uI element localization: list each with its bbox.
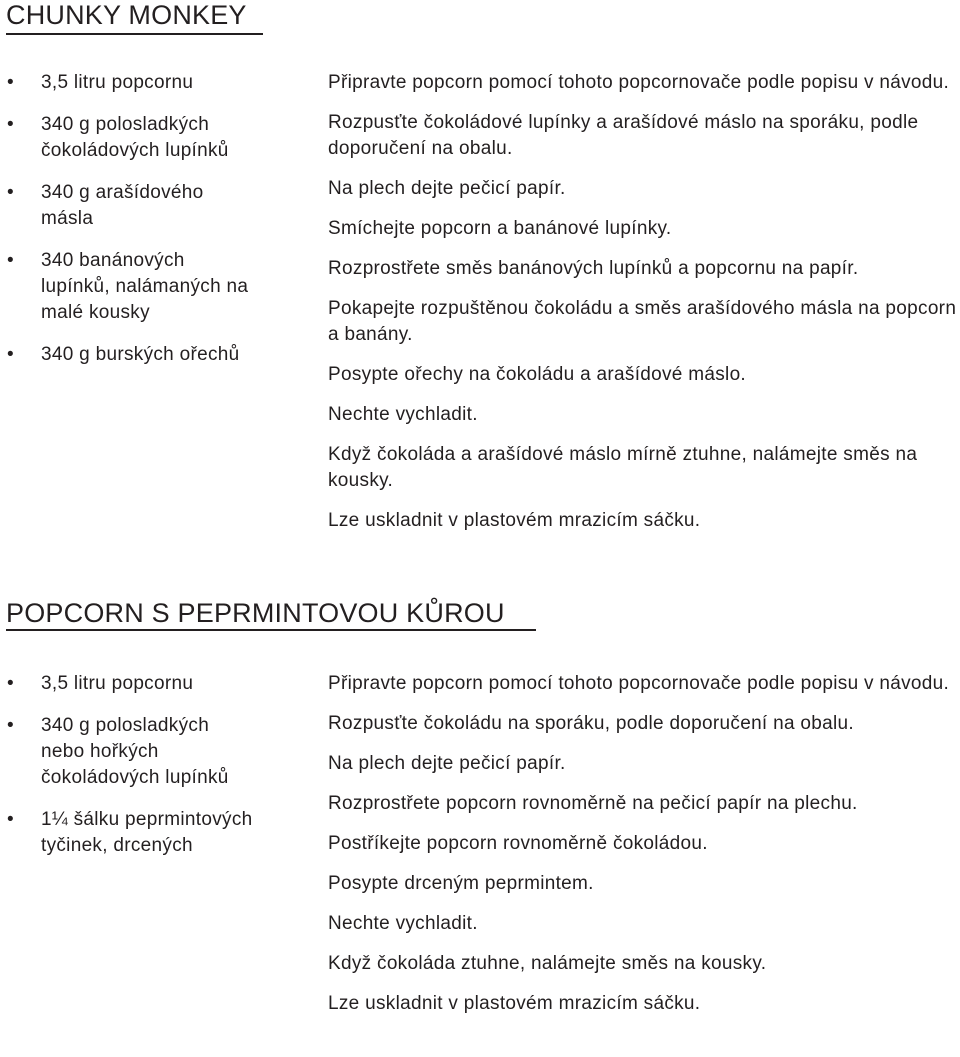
- step-item: Když čokoláda ztuhne, nalámejte směs na kousky.: [328, 953, 767, 974]
- bullet-icon: •: [7, 673, 14, 694]
- ingredient-item: [0, 713, 253, 791]
- ingredient-text: 340 banánových lupínků, nalámaných na malé kousky: [41, 250, 249, 323]
- step-item: Když čokoláda a arašídové máslo mírně ztuhne, nalámejte směs na kousky.: [328, 444, 918, 491]
- bullet-icon: •: [7, 715, 14, 736]
- recipe-title: POPCORN S PEPRMINTOVOU KŮROU: [6, 598, 505, 628]
- bullet-icon: •: [7, 182, 14, 203]
- step-item: Posypte drceným peprmintem.: [328, 873, 594, 894]
- recipe-title: CHUNKY MONKEY: [6, 0, 247, 30]
- step-item: Lze uskladnit v plastovém mrazicím sáčku.: [328, 993, 701, 1014]
- bullet-icon: •: [7, 114, 14, 135]
- step-item: Pokapejte rozpuštěnou čokoládu a směs arašídového másla na popcorn a banány.: [328, 298, 957, 345]
- bullet-icon: •: [7, 250, 14, 271]
- steps-list: [328, 70, 960, 548]
- step-item: Na plech dejte pečicí papír.: [328, 178, 566, 199]
- step-item: Rozpusťte čokoládu na sporáku, podle doporučení na obalu.: [328, 713, 854, 734]
- bullet-icon: •: [7, 809, 14, 830]
- step-item: Nechte vychladit.: [328, 913, 478, 934]
- ingredient-item: [0, 807, 253, 859]
- ingredient-text: 1¼ šálku peprmintových tyčinek, drcených: [41, 809, 253, 856]
- ingredient-text: 340 g polosladkých nebo hořkých čokoládových lupínků: [41, 715, 229, 788]
- step-item: Posypte ořechy na čokoládu a arašídové máslo.: [328, 364, 747, 385]
- ingredient-item: [0, 248, 253, 326]
- step-item: Připravte popcorn pomocí tohoto popcornovače podle popisu v návodu.: [328, 72, 950, 93]
- ingredients-list: [0, 70, 300, 384]
- bullet-icon: •: [7, 72, 14, 93]
- step-item: Lze uskladnit v plastovém mrazicím sáčku.: [328, 510, 701, 531]
- step-item: Nechte vychladit.: [328, 404, 478, 425]
- ingredient-item: [0, 112, 253, 164]
- step-item: Rozprostřete popcorn rovnoměrně na pečicí papír na plechu.: [328, 793, 858, 814]
- steps-list: [328, 671, 960, 1031]
- ingredient-text: 340 g arašídového másla: [41, 182, 204, 229]
- step-item: Smíchejte popcorn a banánové lupínky.: [328, 218, 672, 239]
- ingredient-item: [0, 180, 231, 232]
- title-underline: [6, 629, 536, 631]
- ingredient-item: [0, 342, 301, 368]
- ingredient-text: 3,5 litru popcornu: [41, 673, 194, 694]
- ingredient-text: 340 g polosladkých čokoládových lupínků: [41, 114, 229, 161]
- step-item: Připravte popcorn pomocí tohoto popcornovače podle popisu v návodu.: [328, 673, 950, 694]
- ingredient-text: 3,5 litru popcornu: [41, 72, 194, 93]
- step-item: Rozprostřete směs banánových lupínků a popcornu na papír.: [328, 258, 859, 279]
- ingredients-list: [0, 671, 300, 875]
- step-item: Na plech dejte pečicí papír.: [328, 753, 566, 774]
- step-item: Rozpusťte čokoládové lupínky a arašídové máslo na sporáku, podle doporučení na obalu.: [328, 112, 919, 159]
- step-item: Postříkejte popcorn rovnoměrně čokoládou.: [328, 833, 708, 854]
- title-underline: [6, 33, 263, 35]
- bullet-icon: •: [7, 344, 14, 365]
- ingredient-item: [0, 70, 253, 96]
- ingredient-item: [0, 671, 253, 697]
- ingredient-text: 340 g burských ořechů: [41, 344, 240, 365]
